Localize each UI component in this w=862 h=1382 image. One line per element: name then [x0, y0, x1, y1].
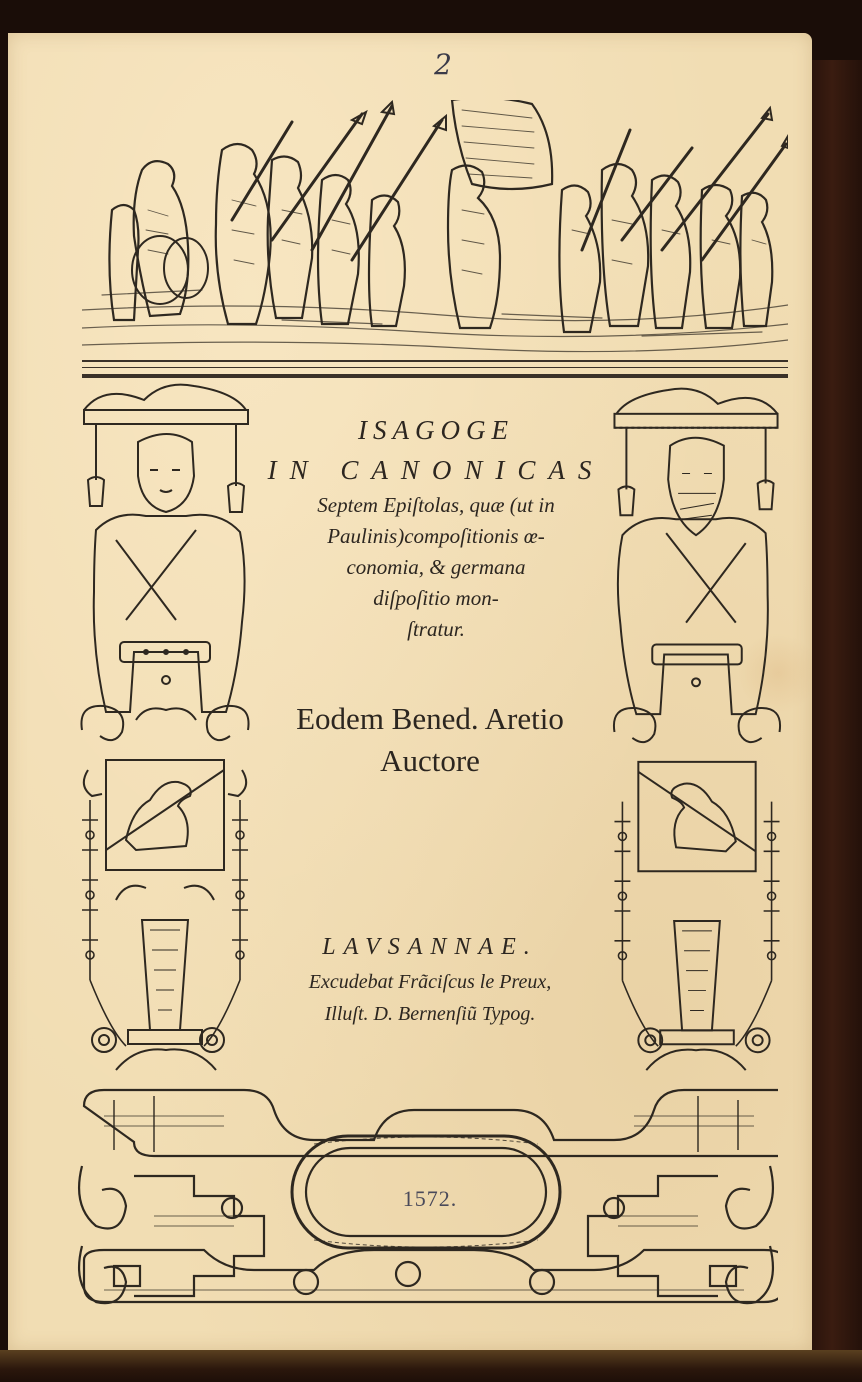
subtitle-line: ſtratur. [407, 617, 465, 641]
imprint-office: Illuſt. D. Bernenſiũ Typog. [324, 1003, 536, 1025]
bears-march-icon [82, 100, 788, 362]
scan-background-bottom [0, 1350, 862, 1382]
subtitle-line: conomia, & germana [346, 555, 526, 579]
subtitle-line: Paulinis)compoſitionis œ- [327, 524, 545, 548]
publication-date: 1572. [402, 1186, 458, 1211]
author-block [244, 698, 616, 782]
scan-background-right [812, 60, 862, 1382]
rule-line [82, 367, 788, 368]
title-line-1: ISAGOGE [358, 415, 514, 445]
title-block [248, 410, 624, 645]
imprint-block [240, 928, 620, 1030]
folio-number: 2 [434, 48, 452, 81]
rule-line [82, 360, 788, 362]
imprint-printer: Excudebat Frãciſcus le Preux, [308, 971, 552, 993]
author-line-1: Eodem Bened. Aretio [296, 701, 564, 736]
left-caryatid-column [76, 380, 254, 1090]
subtitle-line: Septem Epiſtolas, quæ (ut in [317, 493, 555, 517]
title-line-2: IN CANONICAS [267, 455, 605, 485]
right-caryatid-column [608, 384, 786, 1090]
bears-march-woodcut [82, 100, 788, 362]
caryatid-column-icon [608, 384, 786, 1090]
subtitle-line: diſpoſitio mon- [373, 586, 499, 610]
imprint-place: LAVSANNAE. [322, 934, 538, 960]
rule-line [82, 374, 788, 378]
author-line-2: Auctore [380, 743, 480, 778]
caryatid-column-icon [76, 380, 254, 1090]
